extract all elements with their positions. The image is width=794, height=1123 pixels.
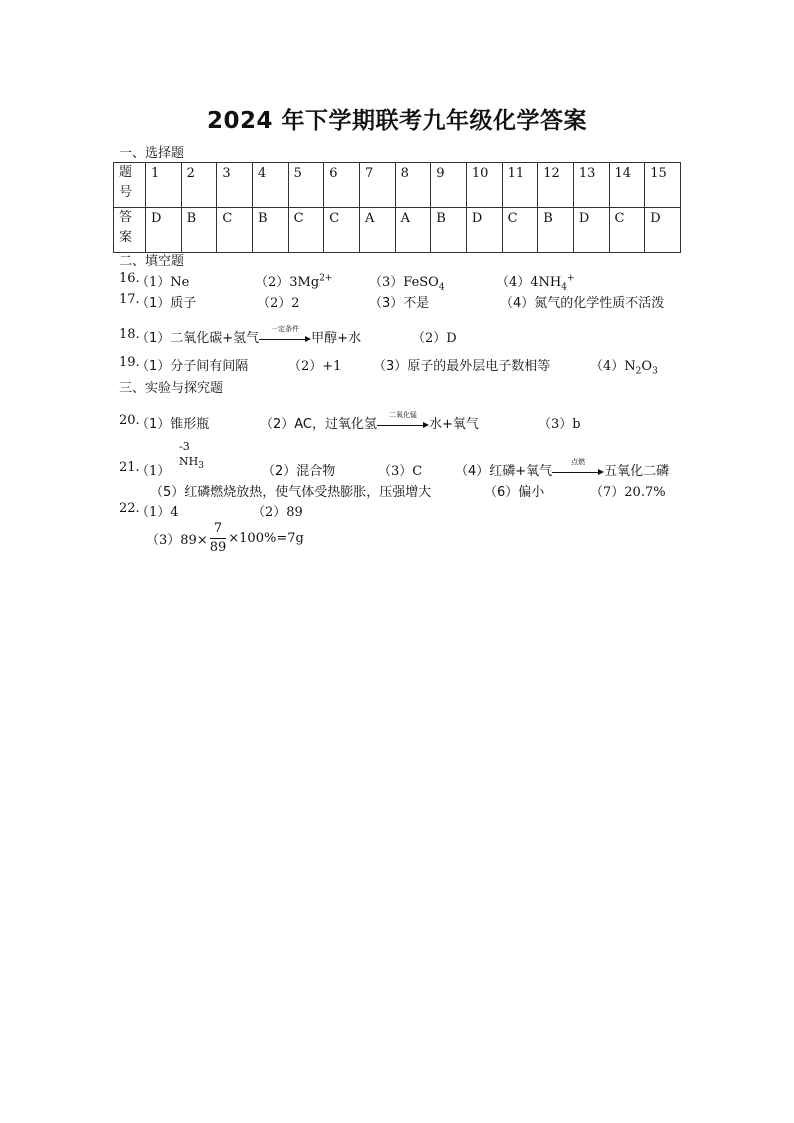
answer-cell: B xyxy=(252,208,288,253)
answer-part: （1）分子间有间隔 xyxy=(136,359,249,374)
question-number-cell: 7 xyxy=(359,163,395,208)
question-number: 17. xyxy=(119,292,140,307)
answer-part: （1）Ne xyxy=(136,275,190,290)
question-number-cell: 6 xyxy=(324,163,360,208)
equation: （4）红磷+氧气 点燃 五氧化二磷 xyxy=(455,457,670,479)
question-number-cell: 3 xyxy=(217,163,253,208)
question-number: 22. xyxy=(119,501,140,516)
answer-part: （2）混合物 xyxy=(262,464,336,479)
question-number-cell: 2 xyxy=(181,163,217,208)
answer-cell: B xyxy=(431,208,467,253)
reaction-arrow: 二氧化锰 xyxy=(377,420,429,430)
answer-part: （2）89 xyxy=(252,505,303,520)
question-number: 20. xyxy=(119,413,140,428)
answer-part: （3）不是 xyxy=(369,296,430,311)
answer-part: （1）锥形瓶 xyxy=(136,417,210,432)
question-number: 19. xyxy=(119,355,140,370)
question-number-cell: 12 xyxy=(538,163,574,208)
reaction-arrow: 一定条件 xyxy=(259,334,311,344)
answer-part: （1）4 xyxy=(136,505,179,520)
answer-cell: C xyxy=(609,208,645,253)
answer-part: $(4)4NH_4^+$ xyxy=(496,273,575,293)
table-row-answers xyxy=(114,208,681,253)
question-number-cell: 13 xyxy=(573,163,609,208)
answer-part: $(4)N_2O_3$ xyxy=(590,359,658,377)
answer-part: （2）2 xyxy=(257,296,300,311)
answer-part: $(2)3Mg^{2+}$ xyxy=(255,273,333,290)
answer-part: （3）C xyxy=(378,464,423,479)
answer-part: （7）20.7% xyxy=(590,485,666,500)
answer-cell: D xyxy=(645,208,681,253)
calculation: （3）89× $\frac{7}{89}$ ×100%=7g xyxy=(146,521,304,555)
reaction-arrow: 点燃 xyxy=(552,467,604,477)
answer-part: （6）偏小 xyxy=(484,485,545,500)
answer-cell: D xyxy=(466,208,502,253)
section-heading-fill: 二、填空题 xyxy=(119,254,185,269)
question-number-cell: 9 xyxy=(431,163,467,208)
question-number: 21. xyxy=(119,460,140,475)
valence-mark: -3 xyxy=(179,440,190,453)
question-number-cell: 10 xyxy=(466,163,502,208)
answer-cell: A xyxy=(395,208,431,253)
answer-part: （5）红磷燃烧放热，使气体受热膨胀，压强增大 xyxy=(150,485,432,500)
answer-cell: A xyxy=(359,208,395,253)
answer-part: （3）原子的最外层电子数相等 xyxy=(373,359,551,374)
question-number-cell: 1 xyxy=(146,163,182,208)
question-number-cell: 11 xyxy=(502,163,538,208)
page-title: 2024 年下学期联考九年级化学答案 xyxy=(206,108,588,134)
fraction: $\frac{7}{89}$ xyxy=(209,521,227,555)
formula: $NH_3$ xyxy=(179,455,204,472)
question-number-cell: 15 xyxy=(645,163,681,208)
row-header-number: 题 号 xyxy=(114,163,146,208)
answer-part: （1）质子 xyxy=(136,296,197,311)
answer-cell: C xyxy=(217,208,253,253)
answer-cell: C xyxy=(502,208,538,253)
section-heading-choice: 一、选择题 xyxy=(119,146,185,161)
table-row-numbers xyxy=(114,163,681,208)
answer-table xyxy=(113,162,681,253)
answer-part: （3）b xyxy=(538,417,581,432)
section-heading-experiment: 三、实验与探究题 xyxy=(119,381,224,396)
answer-part: （2）D xyxy=(412,331,457,346)
question-number-cell: 4 xyxy=(252,163,288,208)
answer-cell: D xyxy=(146,208,182,253)
question-number-cell: 8 xyxy=(395,163,431,208)
answer-part: （1） xyxy=(136,464,171,479)
question-number: 18. xyxy=(119,327,140,342)
answer-cell: B xyxy=(538,208,574,253)
row-header-answer: 答 案 xyxy=(114,208,146,253)
answer-cell: C xyxy=(324,208,360,253)
question-number: 16. xyxy=(119,271,140,286)
answer-cell: D xyxy=(573,208,609,253)
answer-cell: B xyxy=(181,208,217,253)
question-number-cell: 14 xyxy=(609,163,645,208)
answer-part: （2）+1 xyxy=(288,359,342,374)
equation: （1）二氧化碳+氢气 一定条件 甲醇+水 xyxy=(136,324,362,346)
question-number-cell: 5 xyxy=(288,163,324,208)
equation: （2）AC，过氧化氢 二氧化锰 水+氧气 xyxy=(260,410,479,432)
answer-part: （4）氮气的化学性质不活泼 xyxy=(500,296,665,311)
answer-cell: C xyxy=(288,208,324,253)
answer-part: （3）FeSO$_4$ xyxy=(369,275,445,293)
